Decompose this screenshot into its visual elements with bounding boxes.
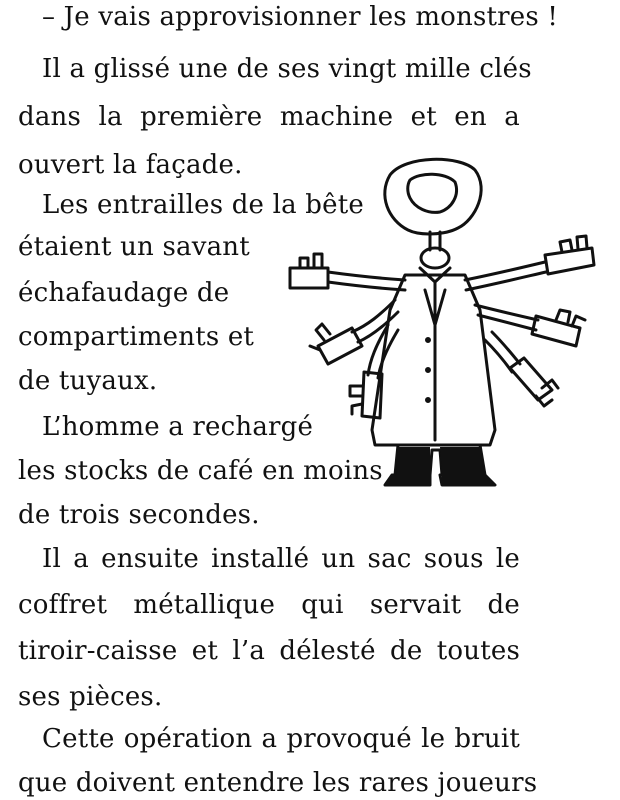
text-line: de tuyaux. — [18, 366, 158, 396]
key-icon — [290, 268, 328, 288]
key-icon — [318, 328, 362, 364]
text-line: L’homme a rechargé — [42, 412, 314, 442]
text-line: dans la première machine et en a — [18, 102, 520, 132]
text-line: ses pièces. — [18, 682, 163, 712]
text-line: échafaudage de — [18, 278, 230, 308]
text-line: – Je vais approvisionner les monstres ! — [42, 2, 559, 32]
key-head-icon — [385, 159, 481, 234]
text-line: tiroir-caisse et l’a délesté de toutes — [18, 636, 520, 666]
text-line: Les entrailles de la bête — [42, 190, 364, 220]
text-line: compartiments et — [18, 322, 255, 352]
text-line: étaient un savant — [18, 232, 250, 262]
text-line: coffret métallique qui servait de — [18, 590, 520, 620]
key-icon — [545, 248, 594, 274]
key-man-illustration — [280, 150, 610, 510]
text-line: Cette opération a provoqué le bruit — [42, 724, 520, 754]
text-line: ouvert la façade. — [18, 150, 243, 180]
text-line: de trois secondes. — [18, 500, 260, 530]
text-line: que doivent entendre les rares joueurs — [18, 768, 538, 798]
text-line: Il a glissé une de ses vingt mille clés — [42, 54, 532, 84]
key-icon — [510, 358, 552, 400]
text-line: les stocks de café en moins — [18, 456, 383, 486]
text-line: Il a ensuite installé un sac sous le — [42, 544, 520, 574]
